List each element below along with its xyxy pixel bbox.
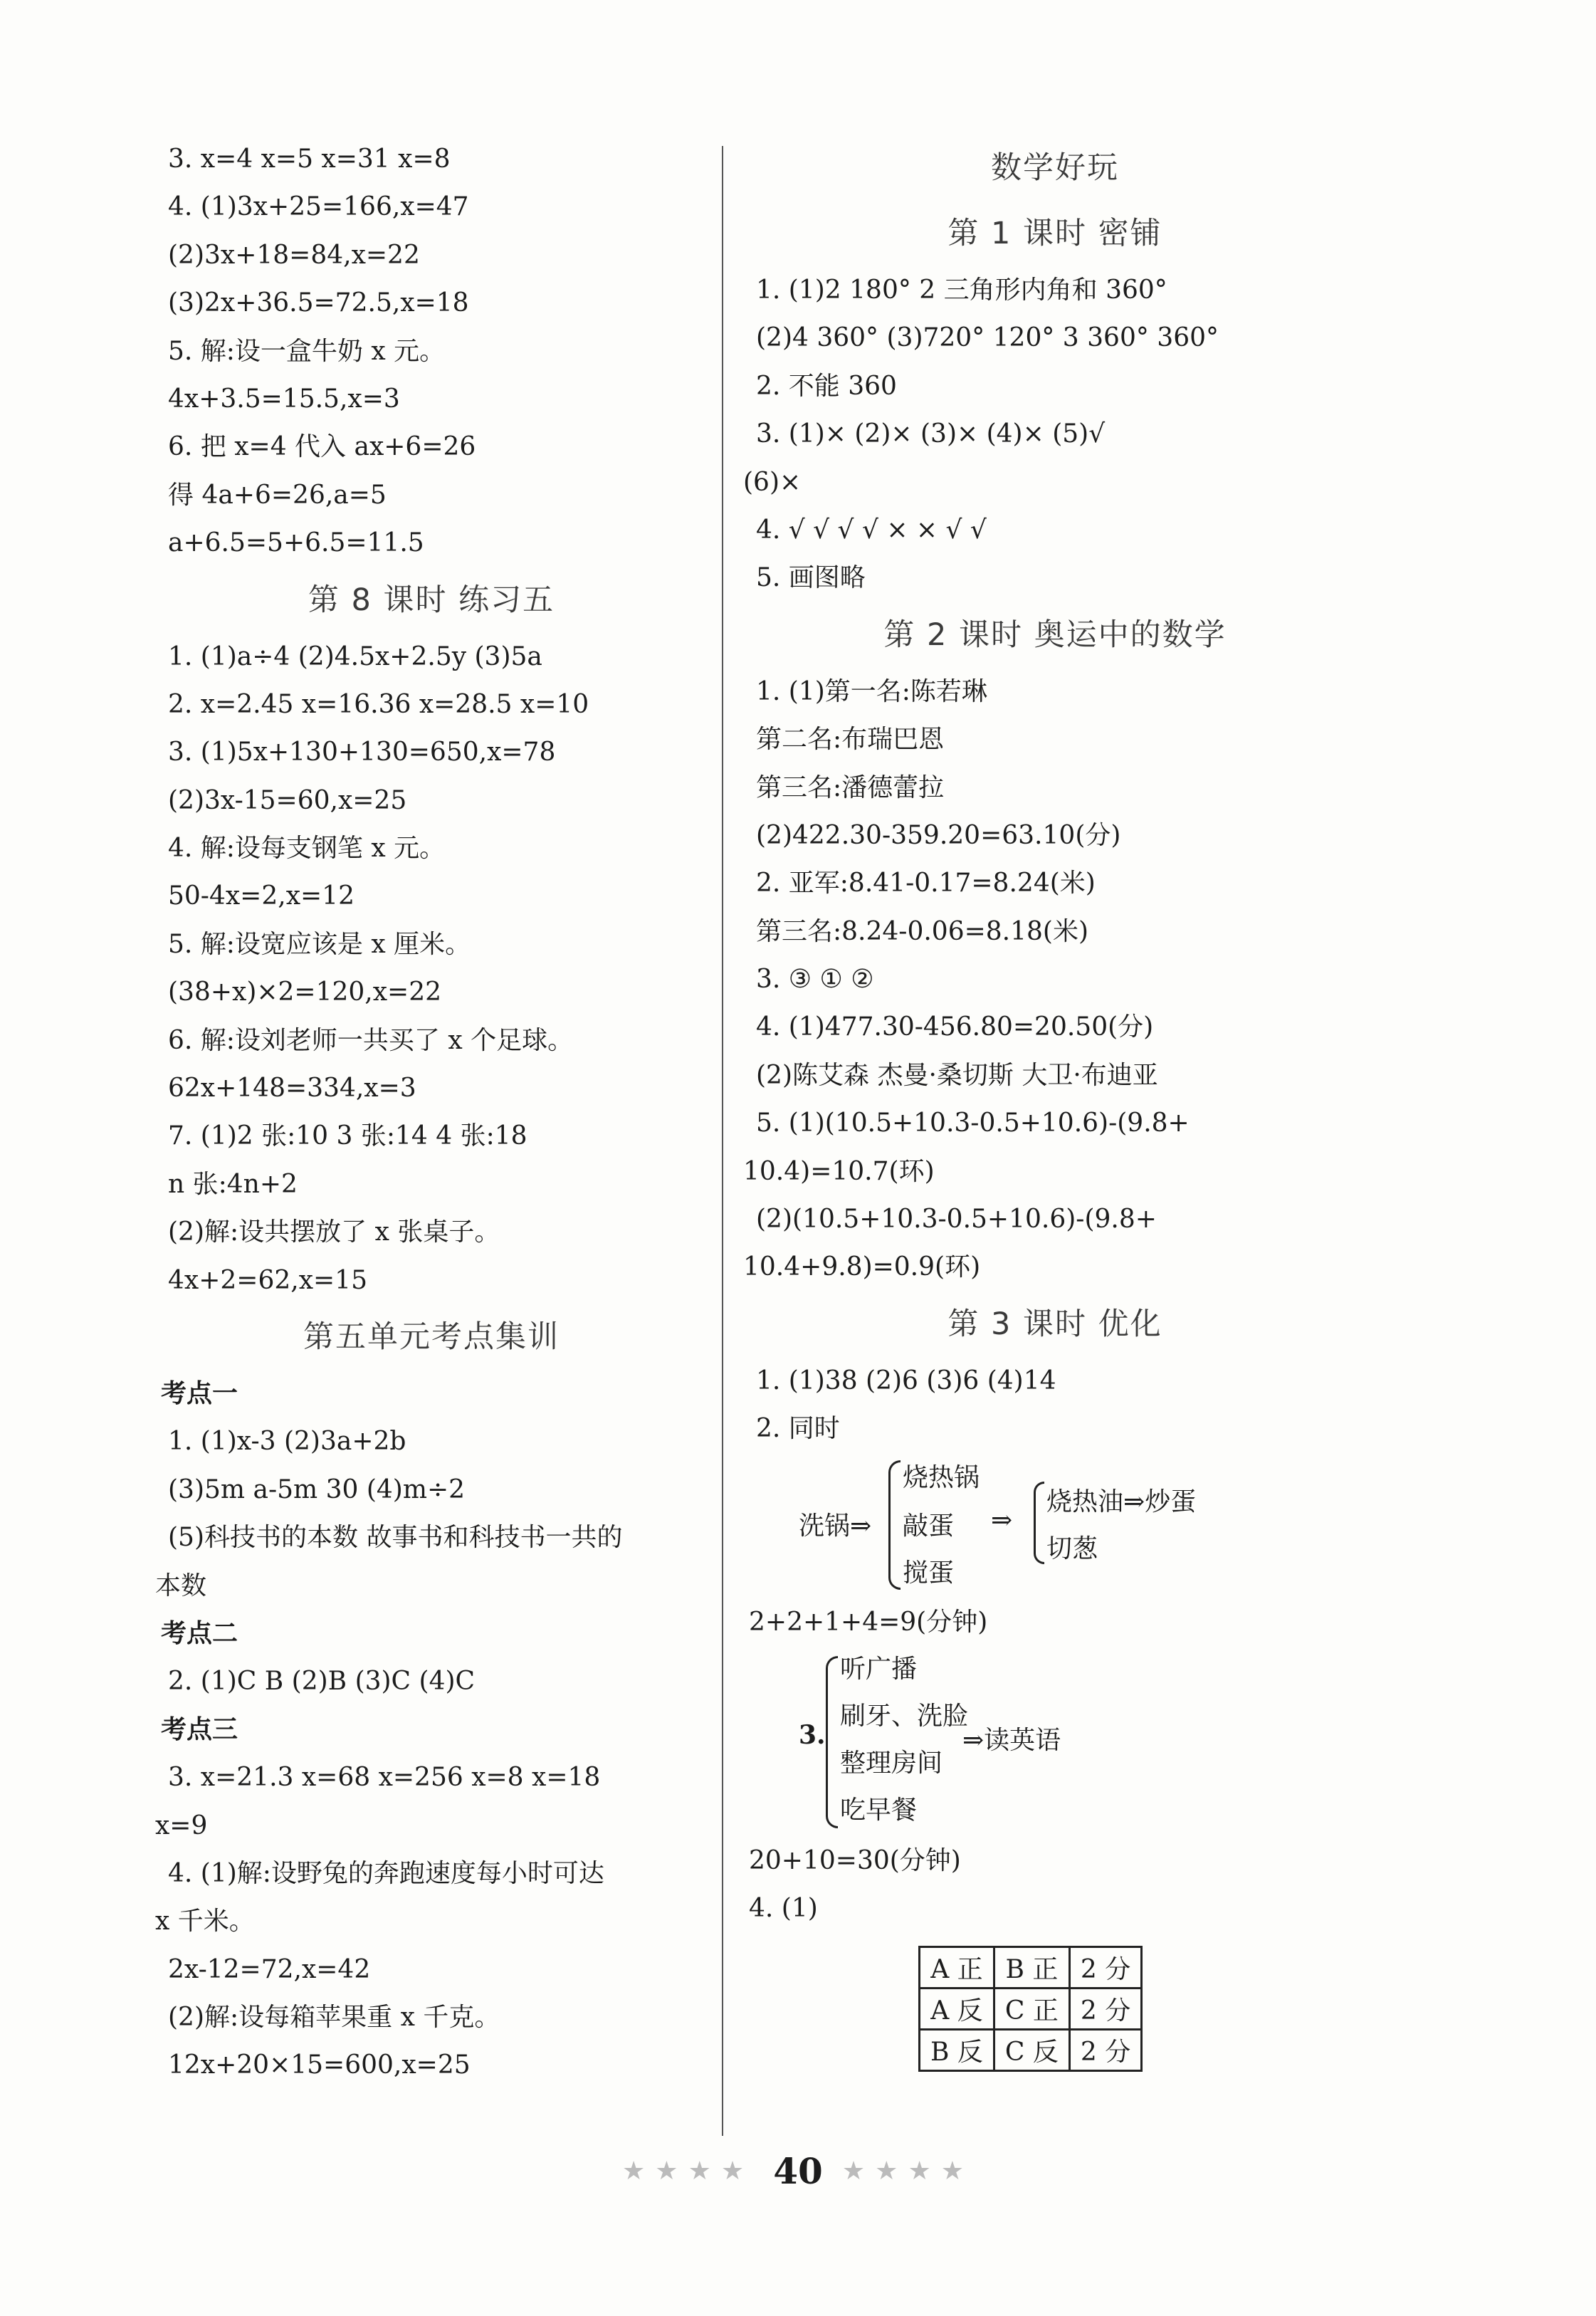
answer-line: 2. x=2.45 x=16.36 x=28.5 x=10 <box>168 689 589 719</box>
answer-line-continuation: (6)× <box>743 467 802 497</box>
table-cell: B 正 <box>994 1946 1069 1988</box>
cooking-flow-diagram <box>749 1453 1361 1595</box>
answer-line: 2x-12=72,x=42 <box>168 1954 371 1984</box>
answer-line-continuation: 10.4+9.8)=0.9(环) <box>743 1252 981 1282</box>
answer-line: 4. (1)3x+25=166,x=47 <box>168 192 469 222</box>
answer-line: 6. 把 x=4 代入 ax+6=26 <box>168 432 476 462</box>
answer-line: (2)解:设每箱苹果重 x 千克。 <box>168 2003 500 2033</box>
answer-line: 62x+148=334,x=3 <box>168 1074 416 1104</box>
morning-brace <box>826 1656 838 1828</box>
answer-line: 4. √ √ √ √ × × √ √ <box>756 515 987 545</box>
answer-line: (2)422.30-359.20=63.10(分) <box>756 820 1121 850</box>
answer-line: a+6.5=5+6.5=11.5 <box>168 528 424 558</box>
answer-line: (38+x)×2=120,x=22 <box>168 978 442 1007</box>
answer-line: 5. 画图略 <box>756 563 866 593</box>
lesson-heading: 第 3 课时 优化 <box>947 1306 1162 1342</box>
right-column-text <box>743 135 1361 1453</box>
answer-table <box>918 1946 1143 2072</box>
right-column <box>743 135 1361 2072</box>
answer-line: 4. (1)解:设野兔的奔跑速度每小时可达 <box>168 1858 604 1888</box>
answer-line: 3. (1)5x+130+130=650,x=78 <box>168 738 556 767</box>
answer-line: 第三名:潘德蕾拉 <box>756 772 945 802</box>
answer-line: 3. (1)× (2)× (3)× (4)× (5)√ <box>756 419 1106 449</box>
answer-line: 1. (1)x-3 (2)3a+2b <box>168 1427 406 1457</box>
answer-line: 2. 不能 360 <box>756 371 897 401</box>
cooking-next-1: 烧热油⇒炒蛋 <box>1046 1487 1197 1516</box>
answer-line: 3. x=4 x=5 x=31 x=8 <box>168 145 451 174</box>
q4-label: 4. (1) <box>749 1894 818 1924</box>
morning-task-1: 听广播 <box>840 1654 918 1684</box>
answer-line: 4. 解:设每支钢笔 x 元。 <box>168 834 446 864</box>
table-cell: C 反 <box>994 2029 1069 2070</box>
cooking-parallel-1: 烧热锅 <box>903 1462 980 1492</box>
answer-line-continuation: 本数 <box>155 1571 207 1600</box>
morning-task-4: 吃早餐 <box>840 1795 918 1825</box>
answer-line: 1. (1)第一名:陈若琳 <box>756 676 987 706</box>
answer-line: (3)5m a-5m 30 (4)m÷2 <box>168 1474 466 1504</box>
cooking-brace-left <box>888 1460 901 1590</box>
answer-line: (2)3x-15=60,x=25 <box>168 785 407 815</box>
answer-line: 4x+2=62,x=15 <box>168 1265 367 1295</box>
column-divider <box>722 146 723 2136</box>
table-cell: B 反 <box>920 2029 994 2070</box>
lesson-heading: 第 1 课时 密铺 <box>947 216 1162 251</box>
page-footer <box>0 2150 1596 2192</box>
lesson-heading: 第五单元考点集训 <box>303 1319 560 1355</box>
answer-line: 第二名:布瑞巴恩 <box>756 725 945 755</box>
answer-line: 2. 同时 <box>756 1414 840 1444</box>
answer-line-continuation: x 千米。 <box>155 1907 255 1937</box>
answer-line: 3. ③ ① ② <box>756 965 874 995</box>
stars-right-decoration: ★★★★ <box>841 2157 974 2186</box>
table-cell: 2 分 <box>1069 1988 1141 2029</box>
answer-line: n 张:4n+2 <box>168 1169 298 1199</box>
answer-line: 7. (1)2 张:10 3 张:14 4 张:18 <box>168 1121 527 1151</box>
left-column <box>155 135 702 2090</box>
answer-line: 3. x=21.3 x=68 x=256 x=8 x=18 <box>168 1763 601 1793</box>
answer-line: (3)2x+36.5=72.5,x=18 <box>168 288 469 318</box>
cooking-parallel-2: 敲蛋 <box>903 1511 955 1541</box>
answer-line: (2)陈艾森 杰曼·桑切斯 大卫·布迪亚 <box>756 1060 1158 1090</box>
answer-line: 5. 解:设一盒牛奶 x 元。 <box>168 336 446 366</box>
answer-line-continuation: x=9 <box>155 1811 208 1840</box>
morning-result-arrow: ⇒读英语 <box>962 1725 1061 1755</box>
table-cell: 2 分 <box>1069 2029 1141 2070</box>
answer-line: (2)4 360° (3)720° 120° 3 360° 360° <box>756 323 1219 353</box>
page-number: 40 <box>773 2150 823 2192</box>
answer-line: (2)解:设共摆放了 x 张桌子。 <box>168 1217 500 1247</box>
answer-line: 4. (1)477.30-456.80=20.50(分) <box>756 1012 1154 1042</box>
answer-line-continuation: 10.4)=10.7(环) <box>743 1156 935 1186</box>
morning-label: 3. <box>799 1719 826 1750</box>
cooking-arrow: ⇒ <box>991 1505 1013 1535</box>
cooking-result: 2+2+1+4=9(分钟) <box>749 1607 988 1637</box>
answer-line: 1. (1)a÷4 (2)4.5x+2.5y (3)5a <box>168 641 542 671</box>
answer-line: 5. 解:设宽应该是 x 厘米。 <box>168 929 471 959</box>
section-label: 考点三 <box>161 1714 238 1744</box>
table-cell: C 正 <box>994 1988 1069 2029</box>
answer-line: 1. (1)2 180° 2 三角形内角和 360° <box>756 276 1167 305</box>
answer-line: (5)科技书的本数 故事书和科技书一共的 <box>168 1523 623 1553</box>
answer-line: 12x+20×15=600,x=25 <box>168 2050 471 2080</box>
answer-line: 第三名:8.24-0.06=8.18(米) <box>756 916 1089 946</box>
section-label: 考点一 <box>161 1378 238 1408</box>
answer-line: 1. (1)38 (2)6 (3)6 (4)14 <box>756 1366 1056 1395</box>
answer-line: (2)3x+18=84,x=22 <box>168 240 420 270</box>
answer-line: 50-4x=2,x=12 <box>168 881 355 911</box>
table-row <box>920 1946 1142 1988</box>
cooking-brace-right <box>1034 1482 1044 1564</box>
lesson-heading: 第 8 课时 练习五 <box>308 582 555 618</box>
table-row <box>920 2029 1142 2070</box>
cooking-parallel-3: 搅蛋 <box>903 1558 955 1588</box>
morning-flow-diagram <box>749 1646 1361 1834</box>
morning-task-3: 整理房间 <box>840 1748 943 1778</box>
cooking-start: 洗锅⇒ <box>799 1511 872 1541</box>
section-label: 考点二 <box>161 1618 238 1648</box>
table-cell: 2 分 <box>1069 1946 1141 1988</box>
answer-line: 5. (1)(10.5+10.3-0.5+10.6)-(9.8+ <box>756 1109 1190 1138</box>
table-row <box>920 1988 1142 2029</box>
answer-line: 2. (1)C B (2)B (3)C (4)C <box>168 1667 476 1697</box>
answer-line: 4x+3.5=15.5,x=3 <box>168 384 400 414</box>
morning-task-2: 刷牙、洗脸 <box>840 1701 969 1731</box>
stars-left-decoration: ★★★★ <box>622 2157 755 2186</box>
lesson-heading: 第 2 课时 奥运中的数学 <box>883 617 1227 653</box>
morning-result: 20+10=30(分钟) <box>749 1845 961 1875</box>
lesson-heading: 数学好玩 <box>991 150 1119 186</box>
answer-line: (2)(10.5+10.3-0.5+10.6)-(9.8+ <box>756 1205 1157 1235</box>
table-cell: A 正 <box>920 1946 994 1988</box>
answer-line: 6. 解:设刘老师一共买了 x 个足球。 <box>168 1025 574 1055</box>
table-cell: A 反 <box>920 1988 994 2029</box>
answer-line: 2. 亚军:8.41-0.17=8.24(米) <box>756 869 1096 898</box>
answer-line: 得 4a+6=26,a=5 <box>168 480 387 510</box>
cooking-next-2: 切葱 <box>1046 1534 1098 1563</box>
